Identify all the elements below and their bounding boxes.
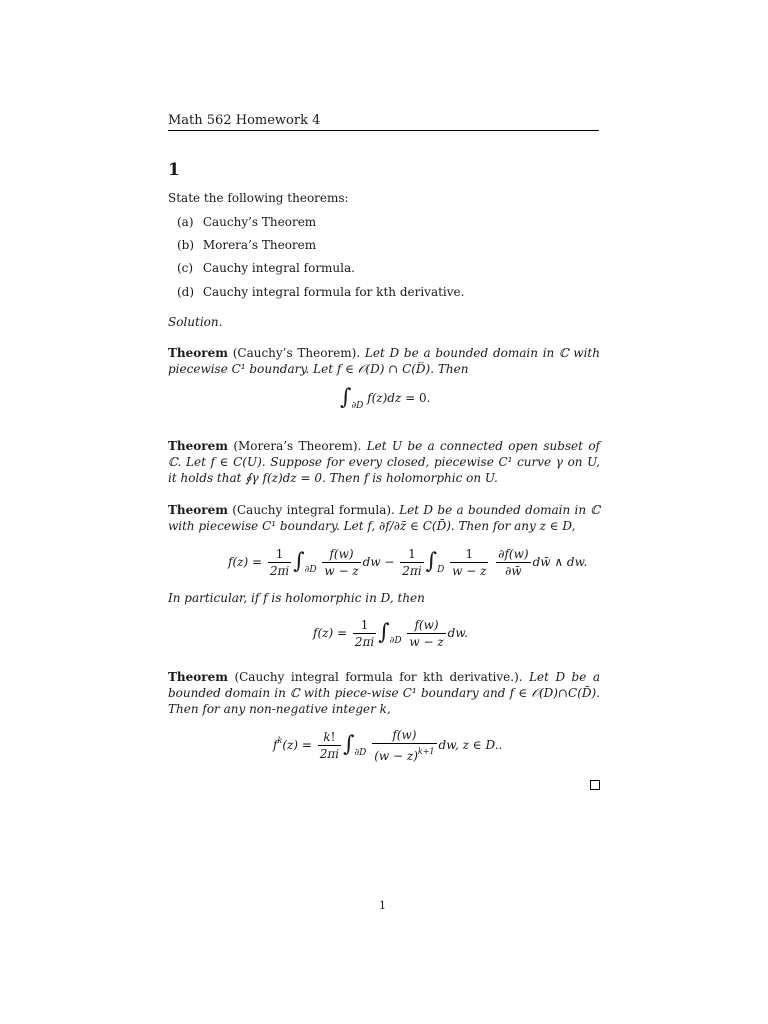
theorem-statement: Let U be a connected open subset of ℂ. Let f ∈ C(U). Suppose for every closed, piecewise C¹ curve γ on U, it holds that ∮γ f(z)dz = 0. Then f is holomorphic on U. [168, 439, 600, 485]
theorem-name: (Morera’s Theorem). [233, 439, 362, 453]
theorem-name: (Cauchy integral formula for kth derivative.). [234, 670, 523, 684]
list-item-text: Cauchy integral formula for kth derivative. [202, 285, 465, 299]
equation-cauchy-pompeiu: f(z) = $\frac{1}{2\pi i}$ $\int_{\partial D}$ $\frac{f(w)}{w - z}$ dw − $\frac{1}{2\pi i}$ $\int_D$ $\frac{1}{w - z}$ $\frac{\partial f(w)}{\partial w̄}$ dw̄ ∧ dw. [228, 547, 588, 578]
theorem-head: Theorem [168, 670, 228, 684]
equation-kth-derivative: $f^k(z)$ = $\frac{k!}{2\pi i}$ $\int_{\partial D}$ $\frac{f(w)}{(w - z)^{k+1}}$ dw, z ∈ D.. [273, 728, 503, 763]
theorem-particular: In particular, if f is holomorphic in D, then [168, 591, 425, 605]
theorem-statement: Let D be a bounded domain in ℂ with piecewise C¹ boundary. Let f, ∂f/∂z̄ ∈ C(D̄). Then for any z ∈ D, [168, 503, 600, 533]
theorem-head: Theorem [168, 503, 228, 517]
list-item [177, 260, 355, 276]
list-item-text: Morera’s Theorem [202, 238, 317, 252]
theorem-statement: Let D be a bounded domain in ℂ with piece-wise C¹ boundary and f ∈ 𝒪(D)∩C(D̄). Then for any non-negative integer k, [168, 670, 600, 716]
problem-number: 1 [168, 160, 180, 180]
list-item-label: (b) [177, 238, 195, 252]
theorem-morera [168, 438, 600, 486]
theorem-kth-derivative [168, 669, 600, 717]
list-item-label: (d) [177, 285, 195, 299]
theorem-head: Theorem [168, 439, 228, 453]
theorem-cauchy-integral-formula [168, 502, 600, 534]
list-item [177, 237, 316, 253]
page-header: Math 562 Homework 4 [168, 113, 321, 128]
problem-intro: State the following theorems: [168, 191, 349, 205]
equation-cauchy-theorem: $\int_{\partial D}$ f(z)dz = 0. [340, 384, 431, 411]
qed-square-icon [590, 780, 600, 790]
theorem-name: (Cauchy integral formula). [232, 503, 395, 517]
list-item [177, 284, 464, 300]
header-rule [168, 130, 599, 131]
list-item-label: (c) [177, 261, 194, 275]
equation-cauchy-integral: f(z) = $\frac{1}{2\pi i}$ $\int_{\partial D}$ $\frac{f(w)}{w - z}$ dw. [313, 618, 468, 649]
list-item-text: Cauchy’s Theorem [202, 215, 317, 229]
solution-label: Solution. [168, 315, 223, 329]
list-item [177, 214, 316, 230]
theorem-statement: Let D be a bounded domain in ℂ with piecewise C¹ boundary. Let f ∈ 𝒪(D) ∩ C(D̅). Then [168, 346, 600, 376]
theorem-name: (Cauchy’s Theorem). [232, 346, 361, 360]
theorem-cauchy [168, 345, 600, 377]
list-item-text: Cauchy integral formula. [202, 261, 355, 275]
page-number: 1 [379, 899, 386, 912]
theorem-head: Theorem [168, 346, 228, 360]
list-item-label: (a) [177, 215, 194, 229]
